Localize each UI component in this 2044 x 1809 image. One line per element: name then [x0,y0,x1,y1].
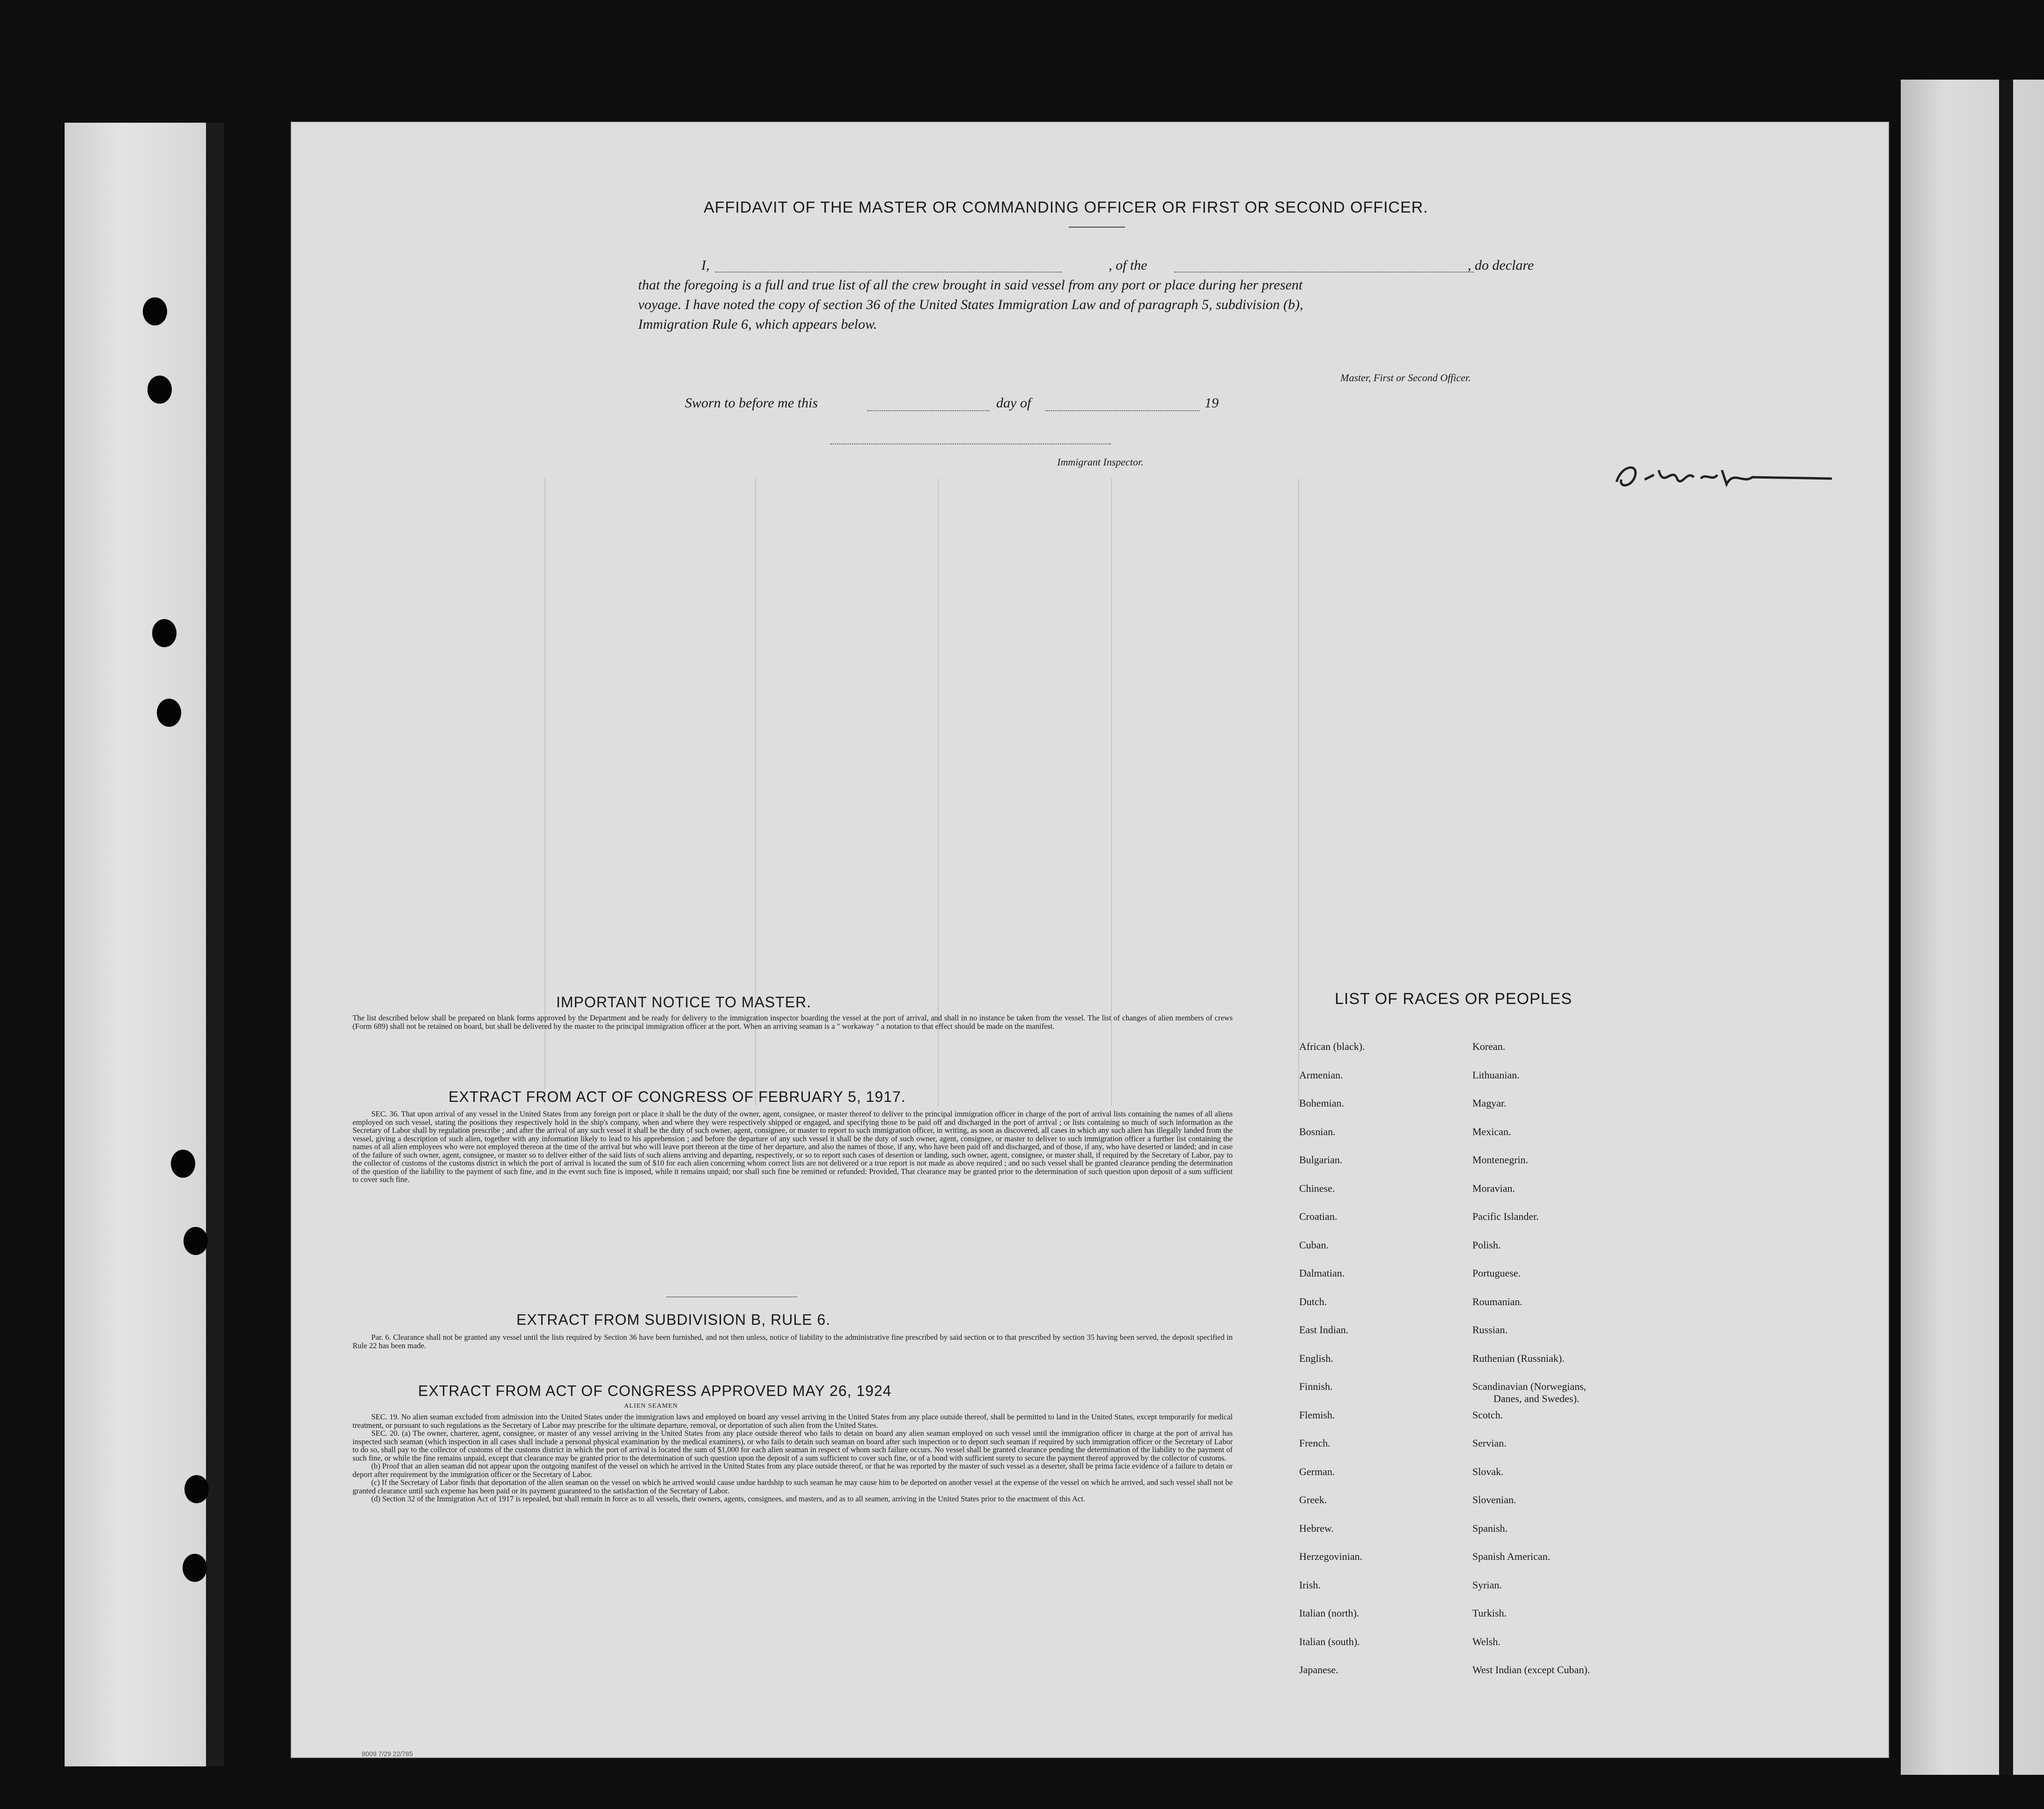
binder-hole [184,1227,208,1255]
race-item: Hebrew. [1299,1522,1334,1534]
race-item: Croatian. [1299,1211,1338,1222]
extract-rule6-title: EXTRACT FROM SUBDIVISION B, RULE 6. [516,1311,831,1328]
declaration-i: I, [701,258,710,273]
race-item: Roumanian. [1472,1295,1522,1307]
race-item: Portuguese. [1472,1267,1521,1279]
race-item: Bosnian. [1299,1125,1336,1137]
sec-20c: (c) If the Secretary of Labor finds that deportation of the alien seaman on the vessel on which he arrived would cause undue hardship to such seaman he may cause him to be deported on another vessel at the expense of the vessel on which he arrived, and such vessel shall not be granted clearance until such expense has been paid or its payment guaranteed to the satisfaction of the Secretary of Labor. [353,1478,1233,1495]
extract-1917-title: EXTRACT FROM ACT OF CONGRESS OF FEBRUARY 5, 1917. [449,1088,906,1105]
adjacent-page-left [65,123,210,1766]
declaration-do-declare: , do declare [1468,258,1534,273]
race-item: Bohemian. [1299,1097,1344,1109]
officer-signature [1612,461,1837,494]
form-number: 8009 7/29 22/785 [362,1750,413,1757]
race-item: Ruthenian (Russniak). [1472,1352,1565,1364]
extract-1924-title: EXTRACT FROM ACT OF CONGRESS APPROVED MAY 26, 1924 [418,1382,892,1399]
race-item: Spanish. [1472,1522,1508,1534]
race-item: Polish. [1472,1239,1501,1251]
page-edge-shadow [206,123,224,1766]
affidavit-title: AFFIDAVIT OF THE MASTER OR COMMANDING OFFICER OR FIRST OR SECOND OFFICER. [704,199,1428,216]
race-item: Korean. [1472,1041,1506,1052]
declaration-of-the: , of the [1109,258,1147,273]
race-item: Scotch. [1472,1409,1503,1421]
sworn-text: Sworn to before me this [685,395,818,411]
affidavit-page [292,123,1888,1757]
race-item: Japanese. [1299,1664,1338,1676]
race-item: Magyar. [1472,1097,1507,1109]
binder-hole [171,1150,195,1178]
race-item: Montenegrin. [1472,1154,1529,1166]
sec-20b: (b) Proof that an alien seaman did not appear upon the outgoing manifest of the vessel on which he arrived in the United States from any place outside thereof, or that he was reported by the master of such vessel as a deserter, shall be prima facie evidence of a failure to detain or deport after requirement by the immigration officer or the Secretary of Labor. [353,1462,1233,1479]
race-item-continuation: Danes, and Swedes). [1493,1393,1580,1404]
sworn-year: 19 [1205,395,1219,411]
binder-hole [184,1475,209,1503]
declaration-line-2: that the foregoing is a full and true list of all the crew brought in said vessel from any port or place during her present [638,277,1303,293]
race-item: Dutch. [1299,1295,1327,1307]
race-item: Italian (north). [1299,1607,1360,1619]
race-item: Mexican. [1472,1125,1511,1137]
race-item: Moravian. [1472,1182,1515,1194]
extract-1924-subtitle: ALIEN SEAMEN [624,1403,678,1410]
races-list [1299,1041,1674,1706]
race-item: Dalmatian. [1299,1267,1345,1279]
race-item: Welsh. [1472,1635,1500,1647]
race-item: Russian. [1472,1324,1508,1336]
inspector-caption: Immigrant Inspector. [1057,456,1144,468]
race-item: English. [1299,1352,1333,1364]
race-item: Bulgarian. [1299,1154,1343,1166]
extract-1917-text: SEC. 36. That upon arrival of any vessel in the United States from any foreign port or place it shall be the duty of the owner, agent, consignee, or master thereof to deliver to the principal immigration officer in charge of the port of arrival lists containing the names of all aliens employed on such vessel, stating the positions they respectively hold in the ship's company, when and where they were respectively shipped or engaged, and specifying those to be paid off and discharged in the port of arrival ; or lists containing so much of such information as the Secretary of Labor shall by regulation prescribe ; and after the arrival of any such vessel it shall be the duty of such owner, agent, consignee, or master to report to such immigration officer, in writing, as soon as discovered, all cases in which any such alien has illegally landed from the vessel, giving a description of such alien, together with any information likely to lead to his apprehension ; and before the departure of any such vessel it shall be the duty of such owner, agent, consignee, or master to deliver to such immigration officer a further list containing the names of all alien employees who were not employed thereon at the time of the arrival but who will leave port thereon at the time of her departure, and also the names of those, if any, who have been paid off and discharged, and of those, if any, who have deserted or landed; and in case of the failure of such owner, agent, consignee, or master so to deliver either of the said lists of such aliens arriving and departing, respectively, or so to report such cases of desertion or landing, such owner, agent, consignee, or master shall, if required by the Secretary of Labor, pay to the collector of customs of the customs district in which the port of arrival is located the sum of $10 for each alien concerning whom correct lists are not delivered or a true report is not made as above required ; and no such vessel shall be granted clearance pending the determination of the question of the liability to the payment of such fine, and in the event such fine is imposed, while it remains unpaid; nor shall such fine be remitted or refunded: Provided, That clearance may be granted prior to the determination of such question upon deposit of a sum sufficient to cover such fine. [353,1109,1233,1184]
races-title: LIST OF RACES OR PEOPLES [1335,990,1573,1008]
race-item: Armenian. [1299,1069,1343,1081]
sworn-day-of: day of [996,395,1031,411]
sec-20d: (d) Section 32 of the Immigration Act of 1917 is repealed, but shall remain in force as to all vessels, their owners, agents, consignees, and masters, and as to all seamen, arriving in the United States prior to the enactment of this Act. [371,1494,1085,1503]
race-item: Chinese. [1299,1182,1335,1194]
race-item: Slovak. [1472,1465,1504,1477]
binder-hole [152,619,176,647]
race-item: Lithuanian. [1472,1069,1520,1081]
sec-20a: SEC. 20. (a) The owner, charterer, agent, consignee, or master of any vessel arriving in the United States from any place outside thereof who fails to detain on board any alien seaman employed on such vessel until the immigration officer in charge at the port of arrival has inspected such seaman (which inspection in all cases shall include a personal physical examination by the medical examiners), or who fails to detain such seaman on board after such inspection or to deport such seaman if required by such immigration officer or the Secretary of Labor to do so, shall pay to the collector of customs of the customs district in which the port of arrival is located the sum of $1,000 for each alien seaman in respect of whom such failure occurs. No vessel shall be granted clearance pending the determination of the liability to the payment of such fine, or while the fine remains unpaid, except that clearance may be granted prior to the determination of such question upon the deposit of a sum sufficient to cover such fine, or of a bond with sufficient surety to secure the payment thereof approved by the collector of customs. [353,1429,1233,1462]
extract-1924-body [353,1413,1233,1503]
race-item: German. [1299,1465,1335,1477]
race-item: Cuban. [1299,1239,1329,1251]
race-item: Turkish. [1472,1607,1507,1619]
extract-rule6-text: Par. 6. Clearance shall not be granted any vessel until the lists required by Section 36 have been furnished, and not then unless, notice of liability to the administrative fine prescribed by said section or to that prescribed by section 35 having been served, the deposit specified in Rule 22 has been made. [353,1333,1233,1350]
race-item: Pacific Islander. [1472,1211,1539,1222]
race-item: Finnish. [1299,1381,1333,1392]
race-item: Spanish American. [1472,1551,1551,1562]
binder-hole [143,297,167,325]
notice-title: IMPORTANT NOTICE TO MASTER. [556,994,811,1011]
page-edge-shadow-right [1999,80,2013,1775]
race-item: Servian. [1472,1437,1507,1449]
binder-hole [147,376,172,404]
race-item: Flemish. [1299,1409,1335,1421]
race-item: Syrian. [1472,1579,1502,1591]
race-item: Scandinavian (Norwegians, [1472,1381,1587,1392]
adjacent-page-right [1901,80,2044,1775]
race-item: French. [1299,1437,1331,1449]
officer-caption: Master, First or Second Officer. [1340,372,1471,384]
binder-hole [157,699,181,727]
notice-text: The list described below shall be prepared on blank forms approved by the Department and be ready for delivery to the immigration inspector boarding the vessel at the port of arrival, and shall in no instance be taken from the vessel. The list of changes of alien members of crews (Form 689) shall not be retained on board, but shall be delivered by the master to the principal immigration officer at the port. When an arriving seaman is a " workaway " a notation to that effect should be made on the manifest. [353,1013,1233,1031]
binder-hole [183,1554,207,1582]
race-item: African (black). [1299,1041,1365,1052]
declaration-line-3: voyage. I have noted the copy of section 36 of the United States Immigration Law and of paragraph 5, subdivision (b), [638,297,1303,312]
race-item: Greek. [1299,1494,1327,1506]
race-item: West Indian (except Cuban). [1472,1664,1590,1676]
declaration-line-4: Immigration Rule 6, which appears below. [638,317,877,332]
race-item: East Indian. [1299,1324,1349,1336]
race-item: Italian (south). [1299,1635,1360,1647]
race-item: Irish. [1299,1579,1321,1591]
race-item: Herzegovinian. [1299,1551,1362,1562]
sec-19: SEC. 19. No alien seaman excluded from admission into the United States under the immigration laws and employed on board any vessel arriving in the United States from any place outside thereof, shall be permitted to land in the United States, except temporarily for medical treatment, or pursuant to such regulations as the Secretary of Labor may prescribe for the ultimate departure, removal, or deportation of such alien from the United States. [353,1412,1233,1430]
race-item: Slovenian. [1472,1494,1516,1506]
